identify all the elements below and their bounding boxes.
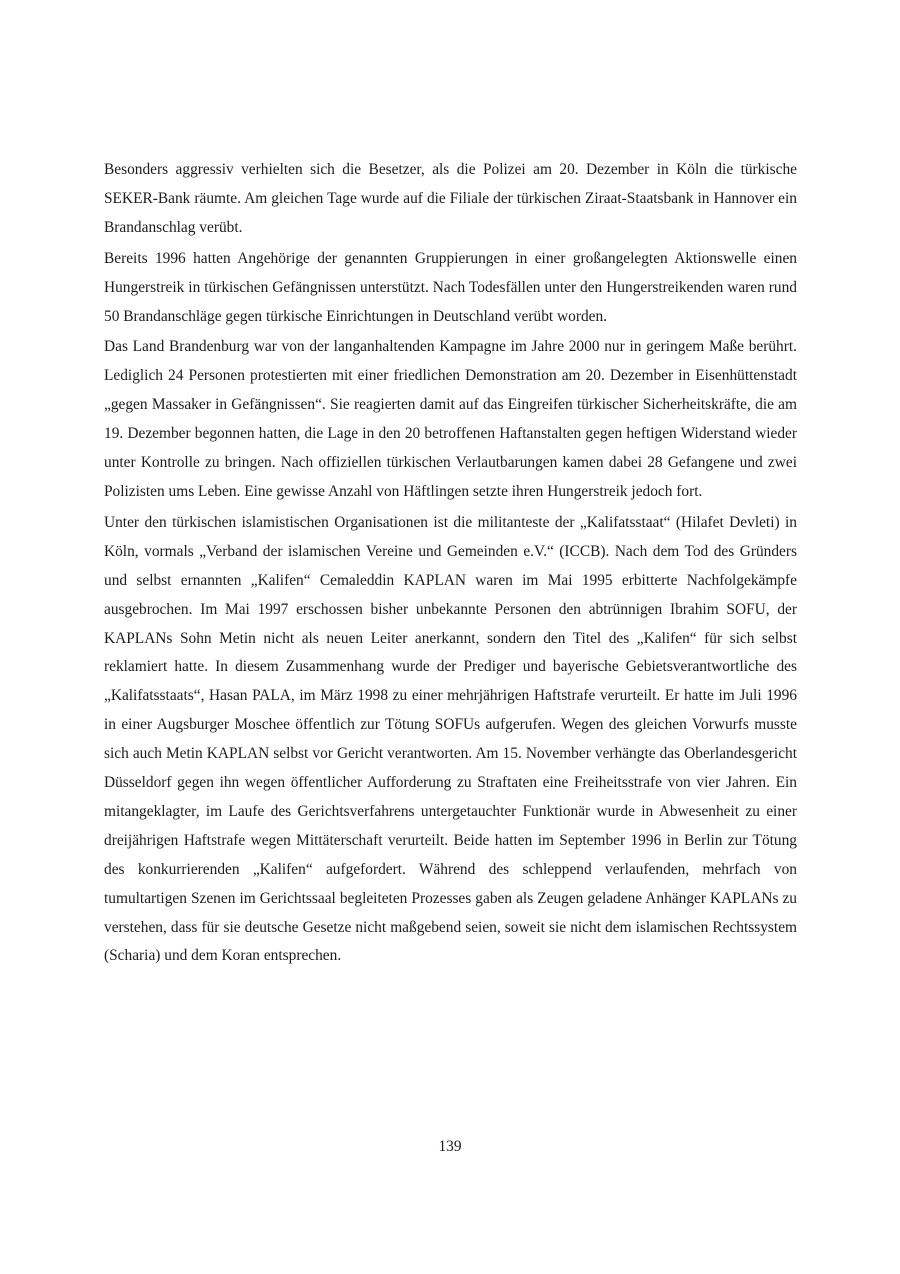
paragraph-kalifatsstaat: Unter den türkischen islamistischen Organisationen ist die militanteste der „Kalifatsstaat“ (Hilafet Devleti) in Köln, vormals „Verband der islamischen Vereine und Gemeinden e.V.“ (ICCB). Nach dem Tod des Gründers und selbst ernannten „Kalifen“ Cemaleddin KAPLAN waren im Mai 1995 erbitterte Nachfolgekämpfe ausgebrochen. Im Mai 1997 erschossen bisher unbekannte Personen den abtrünnigen Ibrahim SOFU, der KAPLANs Sohn Metin nicht als neuen Leiter anerkannt, sondern den Titel des „Kalifen“ für sich selbst reklamiert hatte. In diesem Zusammenhang wurde der Prediger und bayerische Gebietsverantwortliche des „Kalifatsstaats“, Hasan PALA, im März 1998 zu einer mehrjährigen Haftstrafe verurteilt. Er hatte im Juli 1996 in einer Augsburger Moschee öffentlich zur Tötung SOFUs aufgerufen. Wegen des gleichen Vorwurfs musste sich auch Metin KAPLAN selbst vor Gericht verantworten. Am 15. November verhängte das Oberlandesgericht Düsseldorf gegen ihn wegen öffentlicher Aufforderung zu Straftaten eine Freiheitsstrafe von vier Jahren. Ein mitangeklagter, im Laufe des Gerichtsverfahrens untergetauchter Funktionär wurde in Abwesenheit zu einer dreijährigen Haftstrafe wegen Mittäterschaft verurteilt. Beide hatten im September 1996 in Berlin zur Tötung des konkurrierenden „Kalifen“ aufgefordert. Während des schleppend verlaufenden, mehrfach von tumultartigen Szenen im Gerichtssaal begleiteten Prozesses gaben als Zeugen geladene Anhänger KAPLANs zu verstehen, dass für sie deutsche Gesetze nicht maßgebend seien, soweit sie nicht dem islamischen Rechtssystem (Scharia) und dem Koran entsprechen. [104,513,797,965]
page-number: 139 [438,1138,462,1155]
paragraph-brandenburg: Das Land Brandenburg war von der langanhaltenden Kampagne im Jahre 2000 nur in geringem Maße berührt. Lediglich 24 Personen protestierten mit einer friedlichen Demonstration am 20. Dezember in Eisenhüttenstadt „gegen Massaker in Gefängnissen“. Sie reagierten damit auf das Eingreifen türkischer Sicherheitskräfte, die am 19. Dezember begonnen hatten, die Lage in den 20 betroffenen Haftanstalten gegen heftigen Widerstand wieder unter Kontrolle zu bringen. Nach offiziellen türkischen Verlautbarungen kamen dabei 28 Gefangene und zwei Polizisten ums Leben. Eine gewisse Anzahl von Häftlingen setzte ihren Hungerstreik jedoch fort. [104,338,797,500]
paragraph-hungerstreik-1996: Bereits 1996 hatten Angehörige der genannten Gruppierungen in einer großangelegten Aktionswelle einen Hungerstreik in türkischen Gefängnissen unterstützt. Nach Todesfällen unter den Hungerstreikenden waren rund 50 Brandanschläge gegen türkische Einrichtungen in Deutschland verübt worden. [104,249,797,325]
paragraph-seker-bank: Besonders aggressiv verhielten sich die Besetzer, als die Polizei am 20. Dezember in Köln die türkische SEKER-Bank räumte. Am gleichen Tage wurde auf die Filiale der türkischen Ziraat-Staatsbank in Hannover ein Brandanschlag verübt. [104,161,797,236]
body-text [104,156,797,973]
